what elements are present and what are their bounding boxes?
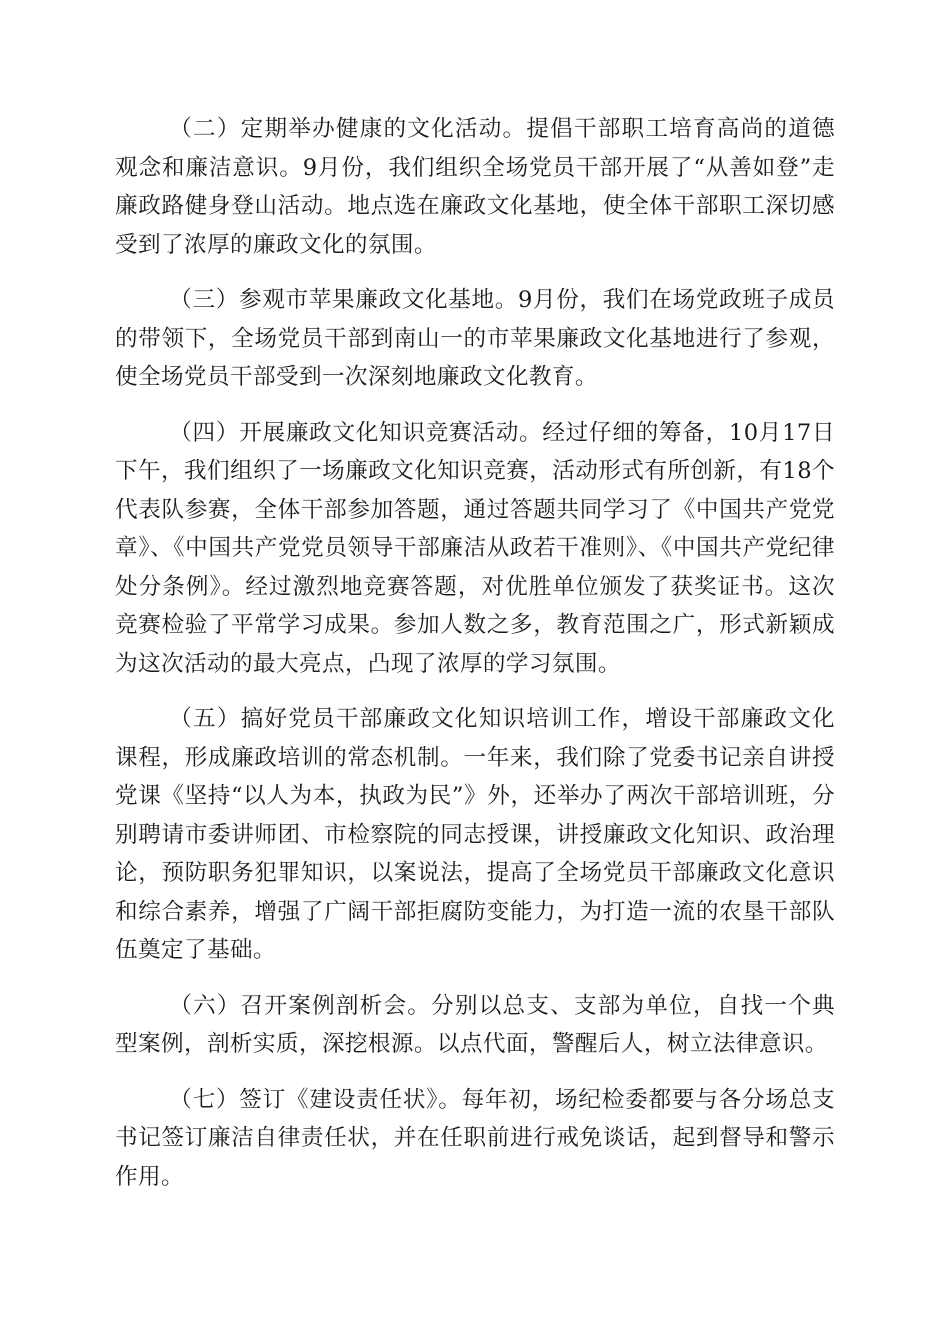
document-body: [115, 110, 835, 1213]
paragraph-apple-base-visit: （三）参观市苹果廉政文化基地。9月份，我们在场党政班子成员的带领下，全场党员干部到南山一的市苹果廉政文化基地进行了参观，使全场党员干部受到一次深刻地廉政文化教育。: [115, 287, 835, 390]
paragraph-cultural-activities: （二）定期举办健康的文化活动。提倡干部职工培育高尚的道德观念和廉洁意识。9月份，我们组织全场党员干部开展了“从善如登”走廉政路健身登山活动。地点选在廉政文化基地，使全体干部职工深切感受到了浓厚的廉政文化的氛围。: [115, 116, 835, 258]
paragraph-knowledge-contest: （四）开展廉政文化知识竞赛活动。经过仔细的筹备，10月17日下午，我们组织了一场廉政文化知识竞赛，活动形式有所创新，有18个代表队参赛，全体干部参加答题，通过答题共同学习了《中国共产党党章》、《中国共产党党员领导干部廉洁从政若干准则》、《中国共产党纪律处分条例》。经过激烈地竞赛答题，对优胜单位颁发了获奖证书。这次竞赛检验了平常学习成果。参加人数之多，教育范围之广，形式新颖成为这次活动的最大亮点，凸现了浓厚的学习氛围。: [115, 419, 835, 677]
paragraph-training-work: （五）搞好党员干部廉政文化知识培训工作，增设干部廉政文化课程，形成廉政培训的常态机制。一年来，我们除了党委书记亲自讲授党课《坚持“以人为本，执政为民”》外，还举办了两次干部培训班，分别聘请市委讲师团、市检察院的同志授课，讲授廉政文化知识、政治理论，预防职务犯罪知识，以案说法，提高了全场党员干部廉政文化意识和综合素养，增强了广阔干部拒腐防变能力，为打造一流的农垦干部队伍奠定了基础。: [115, 706, 835, 963]
paragraph-responsibility-pledge: （七）签订《建设责任状》。每年初，场纪检委都要与各分场总支书记签订廉洁自律责任状，并在任职前进行戒免谈话，起到督导和警示作用。: [115, 1086, 835, 1190]
paragraph-case-analysis: （六）召开案例剖析会。分别以总支、支部为单位，自找一个典型案例，剖析实质，深挖根源。以点代面，警醒后人，树立法律意识。: [115, 992, 835, 1057]
